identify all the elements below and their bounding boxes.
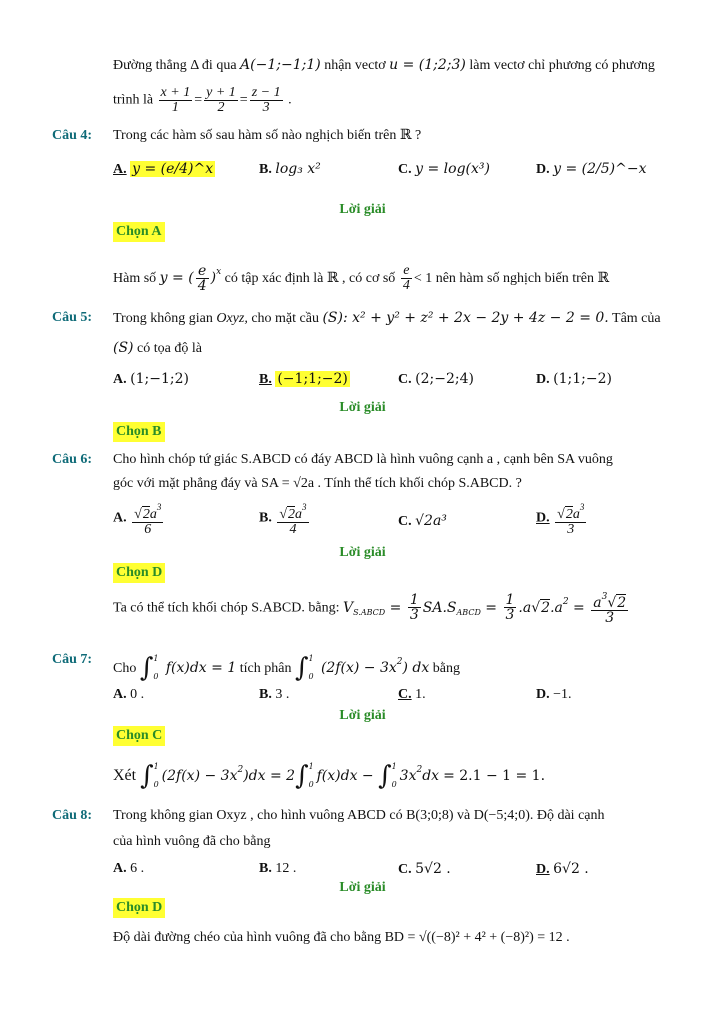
option-label: A. xyxy=(113,162,127,177)
q6-volume-formula: $V_{S.ABCD}$ = $\frac{1}{3}$ $SA.S_{ABCD}$ = $\frac{1}{3}$ $.a√2.a^2$ = $\frac{a^3√2}{3}$ xyxy=(343,592,627,626)
option-label: C. xyxy=(398,162,412,177)
question-6-line-1: Cho hình chóp tứ giác S.ABCD có đáy ABCD là hình vuông cạnh a , cạnh bên SA vuông xyxy=(113,452,613,467)
q6-option-d xyxy=(536,500,588,537)
q6-option-b-value: $\frac{√2a^3}{4}$ xyxy=(279,502,307,537)
option-label: C. xyxy=(398,687,412,702)
question-4-label: Câu 4: xyxy=(52,128,93,143)
q5-option-b-value: (−1;1;−2) xyxy=(277,371,348,387)
q7-given-integral: ∫1 0 f(x)dx = 1 xyxy=(139,653,237,683)
q6-option-d-value: $\frac{√2a^3}{3}$ xyxy=(557,502,585,537)
option-label: D. xyxy=(536,510,550,526)
q7-target-integral: ∫1 0 $(2f(x) - 3x^2)$ dx xyxy=(294,653,430,683)
q5-option-c xyxy=(398,368,474,391)
option-label: A. xyxy=(113,861,127,876)
q4-solution-func: y = ( $\frac{e}{4}$ )$^x$ xyxy=(159,262,222,294)
q6-option-a xyxy=(113,500,165,537)
q8-option-c-value: 5√2 . xyxy=(415,861,451,877)
q7-option-b-value: 3 . xyxy=(275,687,290,702)
q4-option-b-value: log₃ x² xyxy=(275,161,321,177)
q7-option-d-value: −1. xyxy=(553,687,572,702)
intro-text: làm vectơ chỉ phương có phương xyxy=(469,58,655,73)
q4-option-b xyxy=(259,158,321,181)
option-label: B. xyxy=(259,861,272,876)
intro-line-2: trình là $\frac{x + 1}{1}$ = $\frac{y + 1}{2}$ = $\frac{z - 1}{3}$ . xyxy=(113,85,292,115)
intro-line-1 xyxy=(113,55,673,76)
q7-answer: Chọn C xyxy=(113,726,165,746)
q4-answer: Chọn A xyxy=(113,222,165,242)
option-label: D. xyxy=(536,162,550,177)
q4-option-c xyxy=(398,158,490,181)
option-label: A. xyxy=(113,687,127,702)
q7-solution: Xét ∫1 $0(2f(x) - 3x^2)dx = 2\int 1$ 0f(x)dx − ∫1 $03x^2dx = 2.1 - 1 = 1$. xyxy=(113,761,546,791)
option-label: B. xyxy=(259,162,272,177)
eq-frac-z: $\frac{z - 1}{3}$ xyxy=(251,85,281,115)
q6-option-b xyxy=(259,500,311,537)
option-label: D. xyxy=(536,862,550,877)
question-7-label: Câu 7: xyxy=(52,652,93,667)
question-5-line-1: Trong không gian Oxyz, cho mặt cầu (S): x² + y² + z² + 2x − 2y + 4z − 2 = 0. Tâm của xyxy=(113,310,661,326)
question-5-line-2: (S) có tọa độ là xyxy=(113,340,202,356)
q4-solution-base: $\frac{e}{4}$ xyxy=(402,263,410,294)
q6-solution: Ta có thể tích khối chóp S.ABCD. bằng: $V_{S.ABCD}$ = $\frac{1}{3}$ $SA.S_{ABCD}$ = $\frac{1}{3}$ $.a√2.a^2$ = $\frac{a^3√2}{3}$ xyxy=(113,590,673,625)
q7-solution-expression: ∫1 $0(2f(x) - 3x^2)dx = 2\int 1$ 0f(x)dx − ∫1 $03x^2dx$ xyxy=(140,761,440,791)
q7-option-c-value: 1. xyxy=(415,687,426,702)
q5-option-b xyxy=(259,368,350,391)
q8-solution-heading: Lời giải xyxy=(339,880,386,895)
q7-option-c xyxy=(398,684,426,706)
eq-frac-y: $\frac{y + 1}{2}$ xyxy=(206,85,236,115)
q8-option-b xyxy=(259,858,296,880)
intro-text: trình là xyxy=(113,92,154,108)
q4-option-a xyxy=(113,158,215,181)
q6-option-a-value: $\frac{√2a^3}{6}$ xyxy=(134,502,162,537)
question-7-text: Cho ∫1 0 f(x)dx = 1 tích phân ∫1 0 $(2f(x) - 3x^2)$ dx bằng xyxy=(113,653,461,683)
q6-option-c-value: √2a³ xyxy=(415,513,447,529)
q5-option-c-value: (2;−2;4) xyxy=(415,371,474,387)
question-4-text: Trong các hàm số sau hàm số nào nghịch biến trên ℝ ? xyxy=(113,128,422,143)
q8-option-b-value: 12 . xyxy=(275,861,297,876)
q8-answer: Chọn D xyxy=(113,898,165,918)
q7-option-a xyxy=(113,684,144,706)
question-6-label: Câu 6: xyxy=(52,452,93,467)
option-label: B. xyxy=(259,510,272,526)
q8-option-a xyxy=(113,858,144,880)
vector-u: u = (1;2;3) xyxy=(389,57,466,73)
q4-option-d xyxy=(536,158,646,181)
option-label: B. xyxy=(259,372,272,387)
q6-solution-heading: Lời giải xyxy=(339,545,386,560)
q4-solution: Hàm số y = ( $\frac{e}{4}$ )$^x$ có tập xác định là ℝ , có cơ số $\frac{e}{4}$ < 1 nên hàm số nghịch biến trên ℝ xyxy=(113,262,610,294)
option-label: A. xyxy=(113,510,127,526)
q7-solution-heading: Lời giải xyxy=(339,708,386,723)
option-label: B. xyxy=(259,687,272,702)
q8-option-d-value: 6√2 . xyxy=(553,861,589,877)
q6-answer: Chọn D xyxy=(113,563,165,583)
option-label: D. xyxy=(536,687,550,702)
q8-solution: Độ dài đường chéo của hình vuông đã cho bằng BD = √((−8)² + 4² + (−8)²) = 12 . xyxy=(113,930,570,945)
q6-option-c xyxy=(398,510,447,533)
q5-option-d-value: (1;1;−2) xyxy=(553,371,612,387)
q5-solution-heading: Lời giải xyxy=(339,400,386,415)
q4-option-d-value: y = (2/5)^−x xyxy=(553,161,647,177)
q8-option-a-value: 6 . xyxy=(130,861,145,876)
option-label: A. xyxy=(113,372,127,387)
option-label: C. xyxy=(398,372,412,387)
q5-answer: Chọn B xyxy=(113,422,165,442)
question-6-line-2: góc với mặt phẳng đáy và SA = √2a . Tính thể tích khối chóp S.ABCD. ? xyxy=(113,476,522,491)
q7-option-b xyxy=(259,684,289,706)
question-8-line-1: Trong không gian Oxyz , cho hình vuông ABCD có B(3;0;8) và D(−5;4;0). Độ dài cạnh xyxy=(113,808,605,823)
intro-text: Đường thẳng Δ đi qua xyxy=(113,58,237,73)
q5-option-d xyxy=(536,368,612,391)
intro-text: nhận vectơ xyxy=(324,58,386,73)
option-label: D. xyxy=(536,372,550,387)
option-label: C. xyxy=(398,514,412,529)
q7-option-d xyxy=(536,684,572,706)
q4-solution-heading: Lời giải xyxy=(339,202,386,217)
q5-option-a xyxy=(113,368,189,391)
q7-option-a-value: 0 . xyxy=(130,687,145,702)
q5-option-a-value: (1;−1;2) xyxy=(130,371,189,387)
question-5-label: Câu 5: xyxy=(52,310,93,325)
q4-option-a-value: y = (e/4)^x xyxy=(132,161,214,177)
question-8-line-2: của hình vuông đã cho bằng xyxy=(113,834,271,849)
q4-option-c-value: y = log(x³) xyxy=(415,161,490,177)
option-label: C. xyxy=(398,862,412,877)
sphere-equation: (S): x² + y² + z² + 2x − 2y + 4z − 2 = 0. xyxy=(322,310,609,326)
eq-frac-x: $\frac{x + 1}{1}$ xyxy=(160,85,191,115)
point-a: A(−1;−1;1) xyxy=(240,57,321,73)
question-8-label: Câu 8: xyxy=(52,808,93,823)
